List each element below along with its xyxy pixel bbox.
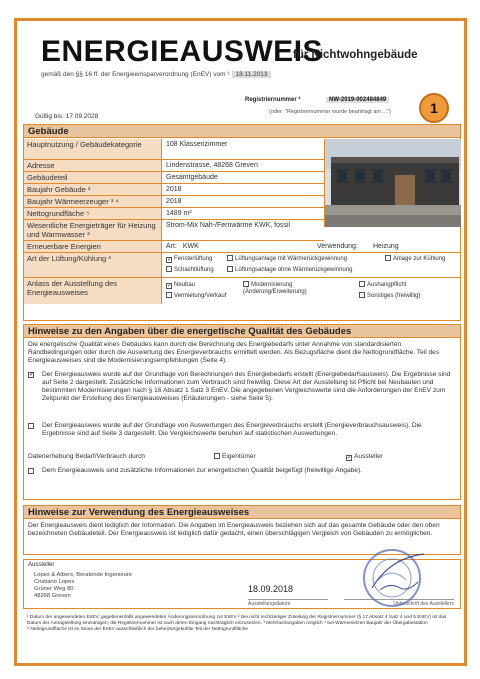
photo-building-roof (331, 157, 459, 163)
row-gebaeudeteil (24, 172, 324, 184)
datenerhebung-label: Datenerhebung Bedarf/Verbrauch durch (28, 453, 145, 460)
vent-option-label: Lüftungsanlage ohne Wärmerückgewinnung (235, 267, 353, 273)
legal-text: gemäß den §§ 16 ff. der Energieeinsparverordnung (EnEV) vom ¹ (41, 71, 230, 78)
page-title: ENERGIEAUSWEIS (41, 35, 324, 68)
signature-stroke (380, 582, 418, 590)
checkbox-icon (385, 255, 391, 261)
footnotes (27, 615, 459, 632)
vent-option-fenster[interactable] (166, 255, 212, 264)
reason-aushangpflicht[interactable] (359, 281, 406, 290)
value-baujahr-gebaeude: 2018 (166, 186, 182, 193)
issue-date-label: Ausstellungsdatum (248, 599, 328, 607)
value-energietraeger: Strom-Mix Nah-/Fernwärme KWK, fossil (166, 222, 291, 229)
stamp-outer-ring (364, 550, 420, 606)
footnote-line: ⁵ Nettogrundfläche ist im Sinne der EnEV ausschließlich der beheizte/gekühlte Teil der Nettogrundfläche (27, 626, 249, 632)
issuer-line: Lopes & Albers, Beratende Ingenieure (34, 572, 132, 578)
issuer-line: Cristiano Lopes (34, 579, 75, 585)
checkbox-checked-icon: ✓ (167, 283, 173, 289)
option-eigentuemer[interactable] (214, 453, 256, 461)
row-erneuerbare (24, 241, 460, 253)
photo-window (355, 169, 365, 183)
section-title-hinweise-verwendung: Hinweise zur Verwendung des Energieausweises (24, 506, 460, 519)
photo-entrance (395, 175, 415, 205)
reason-label: Aushangpflicht (367, 282, 407, 288)
value-anlass (163, 278, 459, 304)
checkbox-icon (359, 292, 365, 298)
page-number-badge: 1 (419, 93, 449, 123)
certificate-frame (14, 18, 467, 666)
value-baujahr-waermeerzeuger: 2018 (166, 198, 182, 205)
renewables-use-label: Verwendung: (317, 243, 358, 250)
checkbox-icon (166, 266, 172, 272)
label-gebaeudeteil: Gebäudeteil (24, 172, 162, 183)
reason-modernisierung[interactable] (243, 281, 343, 296)
label-baujahr-gebaeude: Baujahr Gebäude ³ (24, 184, 162, 195)
vent-option-label: Fensterlüftung (174, 256, 213, 262)
signature-stroke (372, 554, 424, 588)
label-anlass: Anlass der Ausstellung des Energieausweises (24, 278, 162, 304)
vent-option-ohne-wrg[interactable] (227, 266, 352, 275)
checkbox-icon (243, 281, 249, 287)
option-verbrauchsausweis: Der Energieausweis wurde auf der Grundlage von Auswertungen des Energieverbrauchs erstellt (Energieverbrauchsausweis). Die Ergebnisse sind auf Seite 3 dargestellt. Die Vergleichswerte beruhen auf statistischen Auswertungen. (42, 422, 422, 437)
reason-sonstiges[interactable] (359, 292, 420, 301)
reason-neubau[interactable] (166, 281, 195, 290)
label-nettogrundflaeche: Nettogrundfläche ⁵ (24, 208, 162, 219)
checkbox-icon (227, 255, 233, 261)
row-hauptnutzung (24, 139, 324, 160)
row-baujahr-waermeerzeuger (24, 196, 324, 208)
footnote-line: ¹ Datum der angewendeten EnEV, gegebenenfalls angewendeten Änderungsverordnung zur EnEV ² Bei nicht rechtzeitiger Zuteilung der Registriernummer (§ 17 Absatz 4 Satz 4 und 5 EnEV) ist das Datum der Antragstellung einzutragen; die Registriernummer ist nach deren Eingang nachträglich einzusetzen. ³ Mehrfachangaben möglich ⁴ bei Wärmenetzen Baujahr der Übergabestation (27, 615, 447, 626)
row-baujahr-gebaeude (24, 184, 324, 196)
registration-row (23, 93, 461, 127)
label-adresse: Adresse (24, 160, 162, 171)
issuer-label: Aussteller (28, 562, 55, 568)
checkbox-icon[interactable] (28, 423, 34, 429)
checkbox-icon (359, 281, 365, 287)
signature-label: Unterschrift des Ausstellers (344, 599, 454, 607)
issuer-line: 48268 Greven (34, 593, 71, 599)
row-adresse (24, 160, 324, 172)
label-lueftung: Art der Lüftung/Kühlung ³ (24, 253, 162, 277)
section-title-gebaeude: Gebäude (24, 125, 460, 138)
row-anlass (24, 278, 460, 304)
stamp-seal-icon (342, 544, 442, 610)
label-erneuerbare: Erneuerbare Energien (24, 241, 162, 252)
section-hinweise-angaben (23, 324, 461, 500)
zusatzinfo-text: Dem Energieausweis sind zusätzliche Informationen zur energetischen Qualität beigefügt (freiwillige Angabe). (42, 467, 362, 474)
option-aussteller-label: Aussteller (354, 453, 383, 460)
photo-window (425, 169, 435, 183)
label-energietraeger: Wesentliche Energieträger für Heizung und Warmwasser ³ (24, 220, 162, 240)
label-baujahr-waermeerzeuger: Baujahr Wärmeerzeuger ³ ⁴ (24, 196, 162, 207)
photo-window (373, 169, 383, 183)
checkbox-checked-icon: ✓ (347, 455, 353, 461)
building-photo (324, 139, 461, 227)
building-photo-graphic (325, 139, 461, 227)
reason-vermietung[interactable] (166, 292, 226, 301)
checkbox-icon (214, 453, 220, 459)
hinweise-intro: Die energetische Qualität eines Gebäudes kann durch die Berechnung des Energiebedarfs unter Annahme von standardisierten Randbedingungen oder durch die Auswertung des Energieverbrauchs ermittelt werden. Als Bezugsfläche dient die Nettogrundfläche. Teil des Energieausweises sind die Modernisierungsempfehlungen (Seite 4). (28, 341, 440, 364)
reason-label: Neubau (174, 282, 196, 288)
value-lueftung (163, 253, 459, 277)
vent-option-label: Anlage zur Kühlung (393, 256, 446, 262)
issue-date: 18.09.2018 (248, 584, 294, 594)
vent-option-label: Lüftungsanlage mit Wärmerückgewinnung (235, 256, 348, 262)
valid-until: Gültig bis: 17.09.2028 (35, 113, 99, 120)
reason-label: Sonstiges (freiwillig) (367, 293, 421, 299)
issuer-line: Grüner Weg 80 (34, 586, 74, 592)
vent-option-kuehlung[interactable] (385, 255, 457, 263)
value-gebaeudeteil: Gesamtgebäude (166, 174, 218, 181)
photo-pavement (325, 215, 461, 227)
vent-option-schacht[interactable] (166, 266, 214, 275)
header (23, 27, 461, 95)
row-nettogrundflaeche (24, 208, 324, 220)
legal-date: 18.11.2013 (232, 71, 270, 78)
checkbox-icon[interactable] (28, 468, 34, 474)
issuer-block (23, 559, 461, 609)
value-erneuerbare (163, 241, 459, 252)
registration-number: NW-2019-002484849 (326, 97, 389, 103)
reason-label: Vermietung/Verkauf (174, 293, 227, 299)
option-aussteller[interactable] (346, 453, 383, 461)
page-subtitle: für Nichtwohngebäude (293, 49, 418, 61)
option-bedarfsausweis: Der Energieausweis wurde auf der Grundlage von Berechnungen des Energiebedarfs erstellt (Energiebedarfsausweis). Die Ergebnisse sind auf Seite 2 dargestellt. Zusätzliche Informationen zum Verbrauch sind freiwillig. Diese Art der Ausstellung ist Pflicht bei Neubauten und bestimmten Modernisierungen nach § 16 Absatz 1 Satz 3 EnEV. Die angegebenen Vergleichswerte sind die Anforderungen der EnEV zum Zeitpunkt der Erstellung des Energieausweises (Erläuterungen - siehe Seite 5). (42, 371, 451, 402)
photo-window (441, 169, 451, 183)
renewables-use-value: Heizung (373, 243, 399, 250)
registration-note: (oder: "Registriernummer wurde beantragt am ...") (269, 109, 391, 115)
row-lueftung (24, 253, 460, 278)
vent-option-label: Schachtlüftung (174, 267, 214, 273)
vent-option-mit-wrg[interactable] (227, 255, 347, 264)
row-energietraeger (24, 220, 324, 241)
label-hauptnutzung: Hauptnutzung / Gebäudekategorie (24, 139, 162, 159)
reason-label: Modernisierung (Änderung/Erweiterung) (243, 282, 307, 295)
issuer-address (34, 572, 132, 600)
photo-window (337, 169, 347, 183)
registration-label: Registriernummer ² (245, 97, 301, 103)
checkbox-checked-icon: ✓ (167, 257, 173, 263)
value-adresse: Lindenstrasse, 48268 Greven (166, 162, 258, 169)
checkbox-checked-icon[interactable]: ✓ (29, 372, 35, 378)
section-title-hinweise-angaben: Hinweise zu den Angaben über die energetische Qualität des Gebäudes (24, 325, 460, 338)
checkbox-icon (227, 266, 233, 272)
checkbox-icon (166, 292, 172, 298)
option-eigentuemer-label: Eigentümer (222, 453, 256, 460)
value-hauptnutzung: 108 Klassenzimmer (166, 141, 228, 148)
value-nettogrundflaeche: 1489 m² (166, 210, 192, 217)
section-gebaeude (23, 124, 461, 321)
legal-reference (41, 71, 271, 78)
verwendung-text: Der Energieausweis dient lediglich der Information. Die Angaben im Energieausweis beziehen sich auf das gesamte Gebäude oder den oben bezeichneten Gebäudeteil. Der Energieausweis ist lediglich dafür gedacht, einen überschlägigen Vergleich von Gebäuden zu ermöglichen. (28, 522, 440, 537)
renewables-art-value: KWK (182, 243, 199, 250)
renewables-art-label: Art: (166, 243, 177, 250)
